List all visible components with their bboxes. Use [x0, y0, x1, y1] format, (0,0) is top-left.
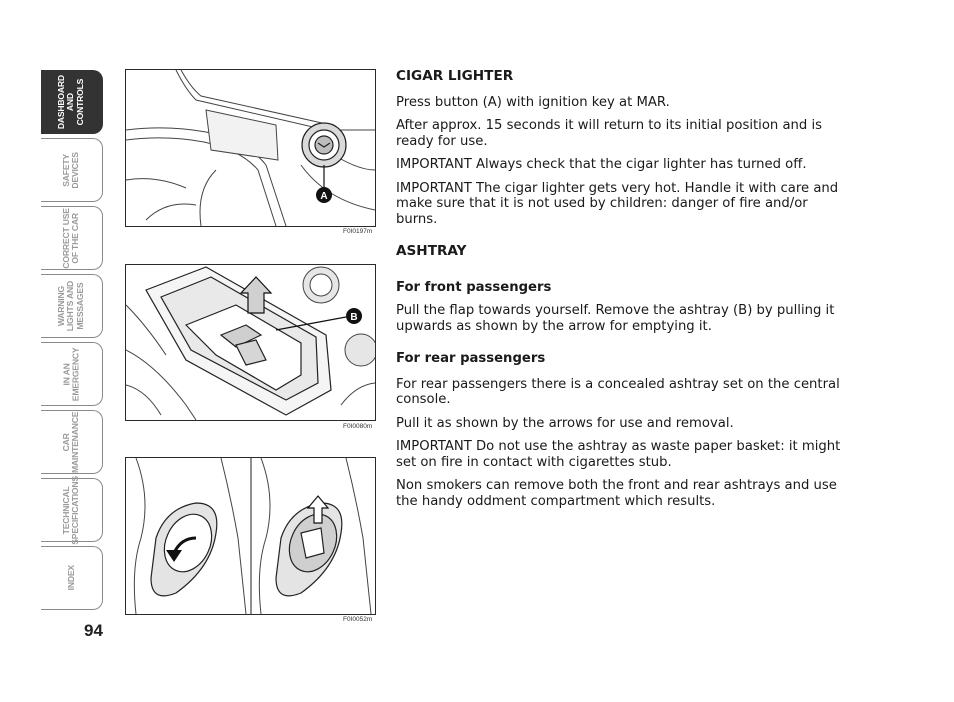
figure-front-ashtray	[125, 264, 376, 421]
tab-label: DASHBOARD AND CONTROLS	[56, 74, 86, 130]
tab-car-maintenance[interactable]	[41, 410, 103, 474]
paragraph: Pull the flap towards yourself. Remove the ashtray (B) by pulling it upwards as shown by the arrow for emptying it.	[396, 303, 835, 334]
paragraph: IMPORTANT Do not use the ashtray as waste paper basket: it might set on fire in contact with cigarettes stub.	[396, 439, 841, 470]
tab-label: TECHNICAL SPECIFICATIONS	[61, 475, 81, 545]
figure-code: F0I0080m	[343, 423, 373, 430]
tab-technical-specifications[interactable]	[41, 475, 103, 545]
rear-ashtray-illustration	[126, 458, 375, 614]
paragraph: After approx. 15 seconds it will return to its initial position and is ready for use.	[396, 118, 822, 149]
paragraph: Non smokers can remove both the front and rear ashtrays and use the handy oddment compartment which results.	[396, 478, 837, 509]
tab-label: IN AN EMERGENCY	[61, 347, 81, 401]
tab-correct-use[interactable]	[41, 206, 103, 270]
tab-index[interactable]	[41, 546, 103, 610]
front-ashtray-illustration	[126, 265, 375, 420]
heading-rear-passengers: For rear passengers	[396, 351, 546, 366]
tab-label: WARNING LIGHTS AND MESSAGES	[56, 280, 86, 332]
paragraph: IMPORTANT Always check that the cigar lighter has turned off.	[396, 157, 807, 172]
tab-label: SAFETY DEVICES	[61, 151, 81, 189]
tab-dashboard-and-controls[interactable]	[41, 70, 103, 134]
paragraph: Pull it as shown by the arrows for use and removal.	[396, 415, 734, 431]
heading-cigar-lighter: CIGAR LIGHTER	[396, 68, 514, 84]
callout-b: B	[350, 312, 358, 323]
heading-ashtray: ASHTRAY	[396, 243, 467, 259]
tab-label: CAR MAINTENANCE	[61, 411, 81, 473]
page-number: 94	[84, 621, 103, 640]
tab-safety-devices[interactable]	[41, 138, 103, 202]
paragraph: IMPORTANT The cigar lighter gets very hot. Handle it with care and make sure that it is not used by children: danger of fire and/or burns.	[396, 180, 839, 227]
figure-code: F0I0052m	[343, 616, 373, 623]
tab-warning-lights[interactable]	[41, 274, 103, 338]
figure-cigar-lighter	[125, 69, 376, 227]
tab-label: INDEX	[65, 565, 76, 591]
figure-rear-ashtray	[125, 457, 376, 615]
heading-front-passengers: For front passengers	[396, 279, 552, 295]
text-column	[396, 69, 851, 517]
figure-code: F0I0197m	[343, 228, 373, 235]
tab-emergency[interactable]	[41, 342, 103, 406]
tab-label: CORRECT USE OF THE CAR	[61, 207, 81, 269]
callout-a: A	[320, 191, 328, 202]
paragraph: For rear passengers there is a concealed ashtray set on the central console.	[396, 376, 840, 407]
paragraph: Press button (A) with ignition key at MAR.	[396, 94, 670, 110]
cigar-lighter-illustration	[126, 70, 375, 226]
